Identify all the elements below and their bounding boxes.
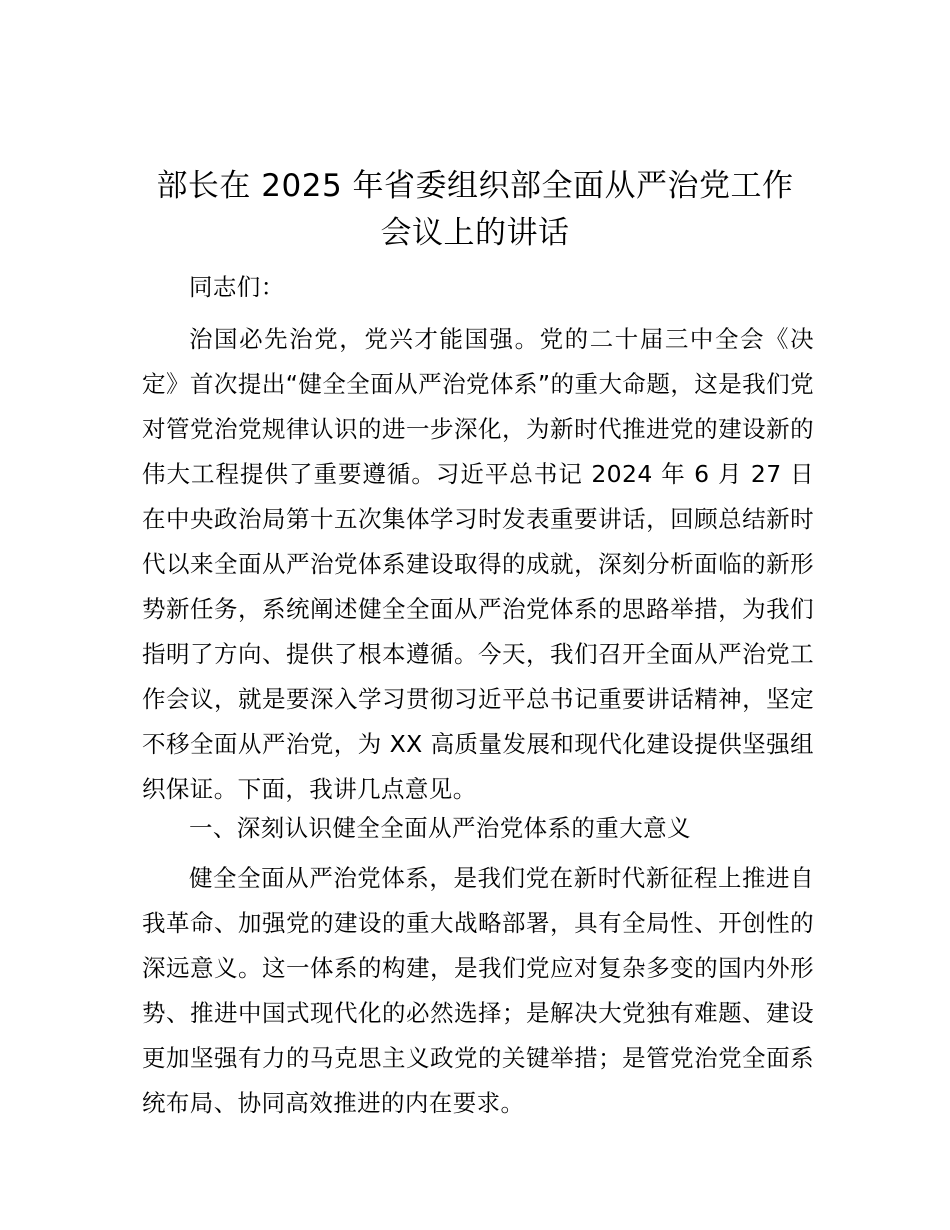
section-heading-1: 一、深刻认识健全全面从严治党体系的重大意义 [189, 814, 691, 842]
document-title [140, 163, 810, 257]
paragraph-significance: 健全全面从严治党体系，是我们党在新时代新征程上推进自我革命、加强党的建设的重大战略部署，具有全局性、开创性的深远意义。这一体系的构建，是我们党应对复杂多变的国内外形势、推进中国式现代化的必然选择；是解决大党独有难题、建设更加坚强有力的马克思主义政党的关键举措；是管党治党全面系统布局、协同高效推进的内在要求。 [142, 864, 814, 1117]
title-line-1: 部长在 2025 年省委组织部全面从严治党工作 [156, 168, 794, 204]
title-line-2: 会议上的讲话 [380, 215, 570, 251]
paragraph-intro: 治国必先治党，党兴才能国强。党的二十届三中全会《决定》首次提出“健全全面从严治党体系”的重大命题，这是我们党对管党治党规律认识的进一步深化，为新时代推进党的建设新的伟大工程提供了重要遵循。习近平总书记 2024 年 6 月 27 日在中央政治局第十五次集体学习时发表重要讲话，回顾总结新时代以来全面从严治党体系建设取得的成就，深刻分析面临的新形势新任务，系统阐述健全全面从严治党体系的思路举措，为我们指明了方向、提供了根本遵循。今天，我们召开全面从严治党工作会议，就是要深入学习贯彻习近平总书记重要讲话精神，坚定不移全面从严治党，为 XX 高质量发展和现代化建设提供坚强组织保证。下面，我讲几点意见。 [142, 325, 814, 803]
salutation: 同志们： [189, 273, 285, 301]
